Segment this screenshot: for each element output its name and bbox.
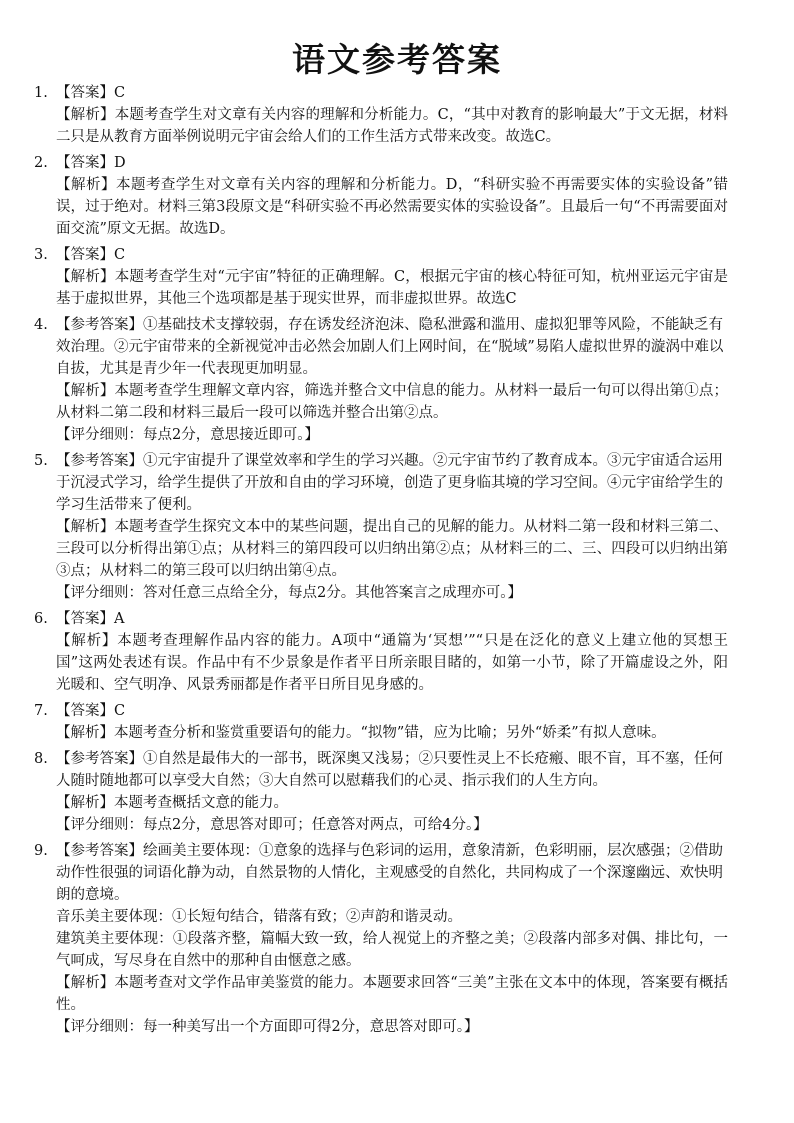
question-number: 9. — [34, 843, 48, 859]
analysis-paragraph: 【解析】本题考查学生探究文本中的某些问题，提出自己的见解的能力。从材料二第一段和材料三第二、三段可以分析得出第①点；从材料三的第四段可以归纳出第②点；从材料三的二、三、四段可以归纳出第③点；从材料二的第三段可以归纳出第④点。 — [56, 519, 728, 579]
analysis-paragraph: 【解析】本题考查概括文意的能力。 — [56, 795, 288, 811]
question-number: 4. — [34, 317, 48, 333]
analysis-paragraph: 【解析】本题考查对文学作品审美鉴赏的能力。本题要求回答“三美”主张在文本中的体现，答案要有概括性。 — [56, 975, 728, 1013]
answer-head: 【答案】C — [56, 703, 126, 719]
question-7 — [34, 700, 728, 744]
answer-head: 【参考答案】①元宇宙提升了课堂效率和学生的学习兴趣。②元宇宙节约了教育成本。③元宇宙适合运用于沉浸式学习，给学生提供了开放和自由的学习环境，创造了更身临其境的学习空间。④元宇宙给学生的学习生活带来了便利。 — [56, 453, 723, 513]
question-number: 1. — [34, 85, 48, 101]
question-number: 3. — [34, 247, 48, 263]
answer-paragraph: 建筑美主要体现：①段落齐整，篇幅大致一致，给人视觉上的齐整之美；②段落内部多对偶、排比句，一气呵成，写尽身在自然中的那种自由惬意之感。 — [56, 931, 728, 969]
answer-head: 【参考答案】绘画美主要体现：①意象的选择与色彩词的运用，意象清新，色彩明丽，层次感强；②借助动作性很强的词语化静为动，自然景物的人情化，主观感受的自然化，共同构成了一个深邃幽远、欢快明朗的意境。 — [56, 843, 723, 903]
question-number: 6. — [34, 611, 48, 627]
answer-paragraph: 音乐美主要体现：①长短句结合，错落有致；②声韵和谐灵动。 — [56, 909, 462, 925]
scoring-note: 【评分细则：每点2分，意思答对即可；任意答对两点，可给4分。】 — [56, 817, 488, 833]
analysis-paragraph: 【解析】本题考查分析和鉴赏重要语句的能力。“拟物”错，应为比喻；另外“娇柔”有拟人意味。 — [56, 725, 666, 741]
answer-head: 【答案】A — [56, 611, 125, 627]
question-9 — [34, 840, 728, 1038]
page-title: 语文参考答案 — [292, 40, 502, 79]
scoring-note: 【评分细则：每点2分，意思接近即可。】 — [56, 427, 319, 443]
question-number: 5. — [34, 453, 48, 469]
question-6 — [34, 608, 728, 696]
scoring-note: 【评分细则：答对任意三点给全分，每点2分。其他答案言之成理亦可。】 — [56, 585, 522, 601]
question-number: 8. — [34, 751, 48, 767]
question-number: 7. — [34, 703, 48, 719]
analysis-paragraph: 【解析】本题考查学生对“元宇宙”特征的正确理解。C，根据元宇宙的核心特征可知，杭州亚运元宇宙是基于虚拟世界，其他三个选项都是基于现实世界，而非虚拟世界。故选C — [56, 269, 728, 307]
question-3 — [34, 244, 728, 310]
question-number: 2. — [34, 155, 48, 171]
question-8 — [34, 748, 728, 836]
question-5 — [34, 450, 728, 604]
answer-head: 【答案】C — [56, 85, 126, 101]
analysis-paragraph: 【解析】本题考查学生对文章有关内容的理解和分析能力。C，“其中对教育的影响最大”于文无据，材料二只是从教育方面举例说明元宇宙会给人们的工作生活方式带来改变。故选C。 — [56, 107, 728, 145]
answer-head: 【参考答案】①基础技术支撑较弱，存在诱发经济泡沫、隐私泄露和滥用、虚拟犯罪等风险，不能缺乏有效治理。②元宇宙带来的全新视觉冲击必然会加剧人们上网时间，在“脱域”易陷人虚拟世界的漩涡中难以自拔，尤其是青少年一代表现更加明显。 — [56, 317, 724, 377]
analysis-paragraph: 【解析】本题考查学生对文章有关内容的理解和分析能力。D，“科研实验不再需要实体的实验设备”错误，过于绝对。材料三第3段原文是“科研实验不再必然需要实体的实验设备”。且最后一句“不再需要面对面交流”原文无据。故选D。 — [56, 177, 728, 237]
question-1 — [34, 82, 728, 148]
analysis-paragraph: 【解析】本题考查理解作品内容的能力。A项中“通篇为‘冥想’”“只是在泛化的意义上建立他的冥想王国”这两处表述有误。作品中有不少景象是作者平日所亲眼目睹的，如第一小节，除了开篇虚设之外，阳光暖和、空气明净、风景秀丽都是作者平日所目见身感的。 — [56, 633, 728, 693]
analysis-paragraph: 【解析】本题考查学生理解文章内容，筛选并整合文中信息的能力。从材料一最后一句可以得出第①点；从材料二第二段和材料三最后一段可以筛选并整合出第②点。 — [56, 383, 728, 421]
scoring-note: 【评分细则：每一种美写出一个方面即可得2分，意思答对即可。】 — [56, 1019, 479, 1035]
question-2 — [34, 152, 728, 240]
answer-head: 【答案】C — [56, 247, 126, 263]
question-4 — [34, 314, 728, 446]
answer-head: 【参考答案】①自然是最伟大的一部书，既深奥又浅易；②只要性灵上不长疮瘢、眼不盲，耳不塞，任何人随时随地都可以享受大自然；③大自然可以慰藉我们的心灵、指示我们的人生方向。 — [56, 751, 723, 789]
answer-head: 【答案】D — [56, 155, 126, 171]
answer-list — [34, 82, 728, 1042]
